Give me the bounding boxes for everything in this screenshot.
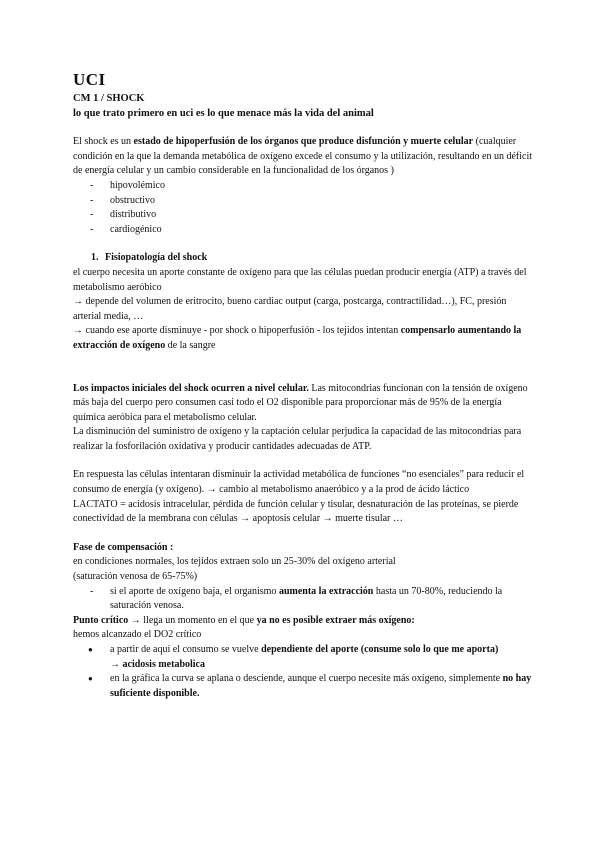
fisio-paragraph-1: el cuerpo necesita un aporte constante de oxígeno para que las células puedan producir energía (ATP) a través del metabolismo aeróbico bbox=[73, 266, 527, 293]
punto-bold-2: ya no es posible extraer más oxígeno: bbox=[256, 614, 415, 626]
fisio-paragraph-2: → depende del volumen de eritrocito, bueno cardiac output (carga, postcarga, contractilidad…), FC, presión arterial media, … bbox=[73, 296, 507, 322]
compensacion-p2: (saturación venosa de 65-75%) bbox=[73, 571, 198, 583]
punto-b2-bold: no hay suficiente disponible. bbox=[110, 673, 532, 699]
respuesta-paragraph: En respuesta las células intentaran disminuir la actividad metabólica de funciones “no esenciales” para reducir el consumo de energía (y oxígeno). → cambio al metabolismo anaeróbico y a la prod de ácido láctico bbox=[73, 469, 525, 496]
list-item bbox=[88, 643, 533, 672]
comp-item-post: hasta un 70-80%, reduciendo la saturación venosa. bbox=[110, 585, 503, 612]
shock-def-pre: El shock es un bbox=[73, 136, 134, 148]
compensacion-title: Fase de compensación : bbox=[73, 541, 174, 553]
list-item: - distributivo bbox=[88, 208, 533, 223]
punto-b1-bold: dependiente del aporte (consume solo lo que me aporta) bbox=[261, 644, 499, 655]
punto-b1-sub bbox=[110, 658, 533, 673]
shock-definition bbox=[73, 135, 533, 179]
punto-list bbox=[73, 643, 533, 701]
punto-b1-sub-bold: acidosis metabolica bbox=[122, 658, 205, 670]
punto-b2-pre: en la gráfica la curva se aplana o desciende, aunque el cuerpo necesite más oxígeno, simplemente bbox=[110, 673, 503, 685]
impactos-paragraph-2: La disminución del suministro de oxígeno y la captación celular perjudica la capacidad de las mitocondrias para realizar la fosforilación oxidativa y producir cantidades adecuadas de ATP. bbox=[73, 426, 522, 452]
spacer bbox=[73, 121, 533, 135]
punto-critico-line bbox=[73, 614, 533, 629]
lactato-paragraph: LACTATO = acidosis intracelular, pérdida de función celular y tisular, desnaturación de las proteínas, se pierde conectividad de la membrana con células → apoptosis celular → muerte tisular … bbox=[73, 498, 519, 525]
shock-def-rest: (cualquier condición en la que la demanda metabólica de oxígeno excede el consumo y la utilización, resultando en un déficit de energía celular y un cambio considerable en la funcionalidad de los órganos ) bbox=[73, 136, 532, 177]
list-item bbox=[88, 672, 533, 701]
compensacion-list bbox=[73, 585, 533, 614]
impactos-bold: Los impactos iniciales del shock ocurren a nivel celular. bbox=[73, 382, 309, 394]
comp-item-bold: aumenta la extracción bbox=[278, 585, 374, 597]
punto-bold-1: Punto crítico bbox=[73, 614, 129, 626]
fisio-p3-post: de la sangre bbox=[165, 339, 216, 351]
document-page bbox=[73, 70, 533, 701]
impactos-rest: Las mitocondrias funcionan con la tensión de oxígeno más baja del cuerpo pero consumen casi todo el O2 disponible para proporcionar más de 95% de la energía química aeróbica para el metabolismo celular. bbox=[73, 382, 528, 423]
spacer bbox=[73, 354, 533, 382]
compensacion-p1: en condiciones normales, los tejidos extraen solo un 25-30% del oxígeno arterial bbox=[73, 556, 396, 568]
fisio-p3-pre: → cuando ese aporte disminuye - por shock o hipoperfusión - los tejidos intentan bbox=[73, 325, 401, 337]
shock-def-bold: estado de hipoperfusión de los órganos que produce disfunción y muerte celular bbox=[133, 136, 474, 148]
spacer bbox=[73, 527, 533, 541]
arrow-glyph: → bbox=[110, 658, 123, 670]
list-item: - hipovolémico bbox=[88, 179, 533, 194]
shock-types-list bbox=[73, 179, 533, 237]
list-item bbox=[88, 585, 533, 614]
section-number: 1. bbox=[91, 252, 99, 264]
punto-b1-pre: a partir de aquí el consumo se vuelve bbox=[110, 644, 262, 655]
section-heading bbox=[73, 251, 533, 266]
list-item: - obstructivo bbox=[88, 194, 533, 209]
fisio-paragraph-3 bbox=[73, 324, 533, 353]
comp-item-pre: si el aporte de oxígeno baja, el organismo bbox=[110, 585, 279, 597]
section-title: Fisiopatología del shock bbox=[105, 252, 208, 264]
spacer bbox=[73, 237, 533, 251]
subtitle: CM 1 / SHOCK bbox=[73, 93, 145, 104]
page-title: UCI bbox=[73, 70, 106, 89]
lead-line: lo que trato primero en uci es lo que menace más la vida del animal bbox=[73, 107, 374, 119]
list-item: - cardiogénico bbox=[88, 223, 533, 238]
spacer bbox=[73, 454, 533, 468]
punto-p2: hemos alcanzado el DO2 crítico bbox=[73, 629, 202, 641]
impactos-paragraph bbox=[73, 382, 533, 426]
punto-mid: → llega un momento en el que bbox=[128, 614, 257, 626]
fisio-p3-bold: compensarlo aumentando la extracción de oxígeno bbox=[73, 325, 522, 351]
